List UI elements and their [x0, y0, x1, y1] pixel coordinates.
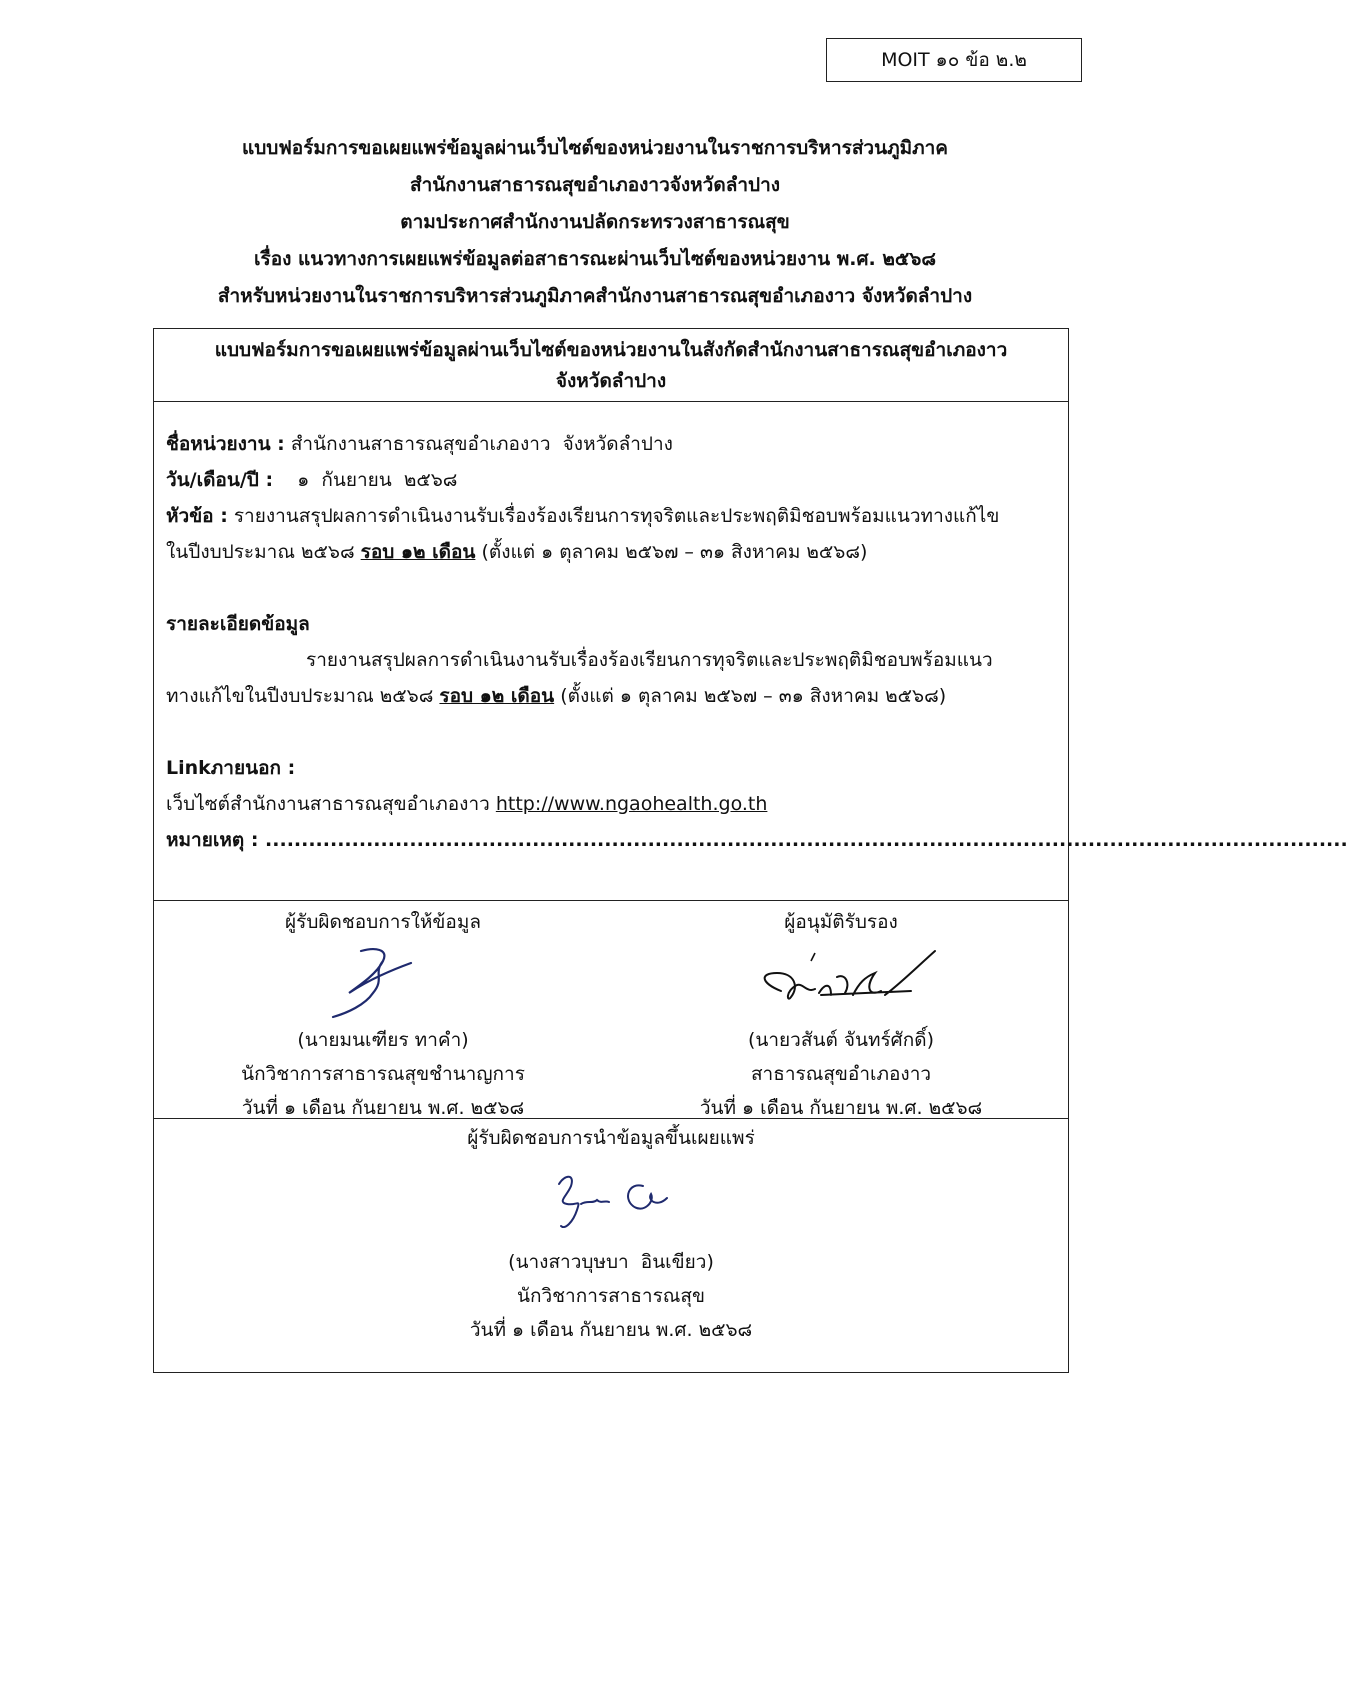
topic-value-line-2c: (ตั้งแต่ ๑ ตุลาคม ๒๕๖๗ – ๓๑ สิงหาคม ๒๕๖๘)	[475, 541, 868, 563]
detail-row-2	[166, 678, 1058, 714]
website-link[interactable]: http://www.ngaohealth.go.th	[495, 793, 768, 815]
date-label: วัน/เดือน/ปี :	[166, 469, 274, 491]
note-label: หมายเหตุ :	[166, 829, 259, 851]
provider-name: (นายมนเฑียร ทาคำ)	[297, 1029, 469, 1051]
agency-row	[166, 426, 1058, 462]
document-code: MOIT ๑๐ ข้อ ๒.๒	[881, 49, 1027, 71]
document-code-box	[826, 38, 1082, 82]
detail-round: รอบ ๑๒ เดือน	[439, 685, 555, 707]
header-line-4: เรื่อง แนวทางการเผยแพร่ข้อมูลต่อสาธารณะผ่านเว็บไซต์ของหน่วยงาน พ.ศ. ๒๕๖๘	[254, 248, 936, 270]
note-dots: ......................................................................................................................................................	[258, 829, 1348, 851]
date-row	[166, 462, 1058, 498]
provider-date: วันที่ ๑ เดือน กันยายน พ.ศ. ๒๕๖๘	[241, 1097, 525, 1119]
publisher-date: วันที่ ๑ เดือน กันยายน พ.ศ. ๒๕๖๘	[469, 1319, 753, 1341]
topic-row	[166, 498, 1058, 534]
detail-line-1: รายงานสรุปผลการดำเนินงานรับเรื่องร้องเรียนการทุจริตและประพฤติมิชอบพร้อมแนว	[306, 649, 993, 671]
topic-value-line-1: รายงานสรุปผลการดำเนินงานรับเรื่องร้องเรียนการทุจริตและประพฤติมิชอบพร้อมแนวทางแก้ไข	[227, 505, 1000, 527]
detail-label: รายละเอียดข้อมูล	[166, 613, 310, 635]
approver-name: (นายวสันต์ จันทร์ศักดิ์)	[747, 1029, 934, 1051]
signature-row	[154, 901, 1068, 1119]
form-title	[154, 329, 1068, 402]
header-line-3: ตามประกาศสำนักงานปลัดกระทรวงสาธารณสุข	[400, 211, 790, 233]
publisher-role: ผู้รับผิดชอบการนำข้อมูลขึ้นเผยแพร่	[467, 1127, 755, 1149]
approver-position: สาธารณสุขอำเภองาว	[750, 1063, 932, 1085]
provider-position: นักวิชาการสาธารณสุขชำนาญการ	[241, 1063, 525, 1085]
link-label: Linkภายนอก :	[166, 757, 296, 779]
header-line-2: สำนักงานสาธารณสุขอำเภองาวจังหวัดลำปาง	[409, 174, 781, 196]
publication-form	[153, 328, 1348, 1373]
agency-label: ชื่อหน่วยงาน :	[166, 433, 285, 455]
topic-label: หัวข้อ :	[166, 505, 228, 527]
topic-row-2	[166, 534, 1058, 570]
publisher-position: นักวิชาการสาธารณสุข	[516, 1285, 706, 1307]
approver-role: ผู้อนุมัติรับรอง	[784, 911, 898, 933]
note-row	[166, 822, 1348, 858]
form-content	[154, 402, 1348, 901]
form-title-line-2: จังหวัดลำปาง	[555, 370, 667, 392]
provider-role: ผู้รับผิดชอบการให้ข้อมูล	[285, 911, 481, 933]
agency-value: สำนักงานสาธารณสุขอำเภองาว จังหวัดลำปาง	[284, 433, 673, 455]
approver-signature-image	[612, 939, 1070, 1023]
detail-line-2a: ทางแก้ไขในปีงบประมาณ ๒๕๖๘	[166, 685, 440, 707]
publisher-signature-block	[154, 1119, 1068, 1347]
detail-line-2c: (ตั้งแต่ ๑ ตุลาคม ๒๕๖๗ – ๓๑ สิงหาคม ๒๕๖๘)	[554, 685, 947, 707]
publisher-name: (นางสาวบุษบา อินเขียว)	[508, 1251, 714, 1273]
approver-signature-block	[612, 905, 1070, 1125]
provider-signature-block	[154, 905, 612, 1125]
header-line-1: แบบฟอร์มการขอเผยแพร่ข้อมูลผ่านเว็บไซต์ของหน่วยงานในราชการบริหารส่วนภูมิภาค	[241, 137, 949, 159]
topic-round: รอบ ๑๒ เดือน	[360, 541, 476, 563]
link-prefix: เว็บไซต์สำนักงานสาธารณสุขอำเภองาว	[166, 793, 496, 815]
date-value: ๑ กันยายน ๒๕๖๘	[273, 469, 458, 491]
link-row	[166, 786, 1058, 822]
topic-value-line-2a: ในปีงบประมาณ ๒๕๖๘	[166, 541, 361, 563]
provider-signature-image	[154, 939, 612, 1023]
approver-date: วันที่ ๑ เดือน กันยายน พ.ศ. ๒๕๖๘	[699, 1097, 983, 1119]
header-line-5: สำหรับหน่วยงานในราชการบริหารส่วนภูมิภาคสำนักงานสาธารณสุขอำเภองาว จังหวัดลำปาง	[217, 285, 973, 307]
form-title-line-1: แบบฟอร์มการขอเผยแพร่ข้อมูลผ่านเว็บไซต์ของหน่วยงานในสังกัดสำนักงานสาธารณสุขอำเภองาว	[214, 339, 1008, 361]
publisher-signature-image	[154, 1155, 1068, 1245]
document-header	[100, 130, 1090, 315]
